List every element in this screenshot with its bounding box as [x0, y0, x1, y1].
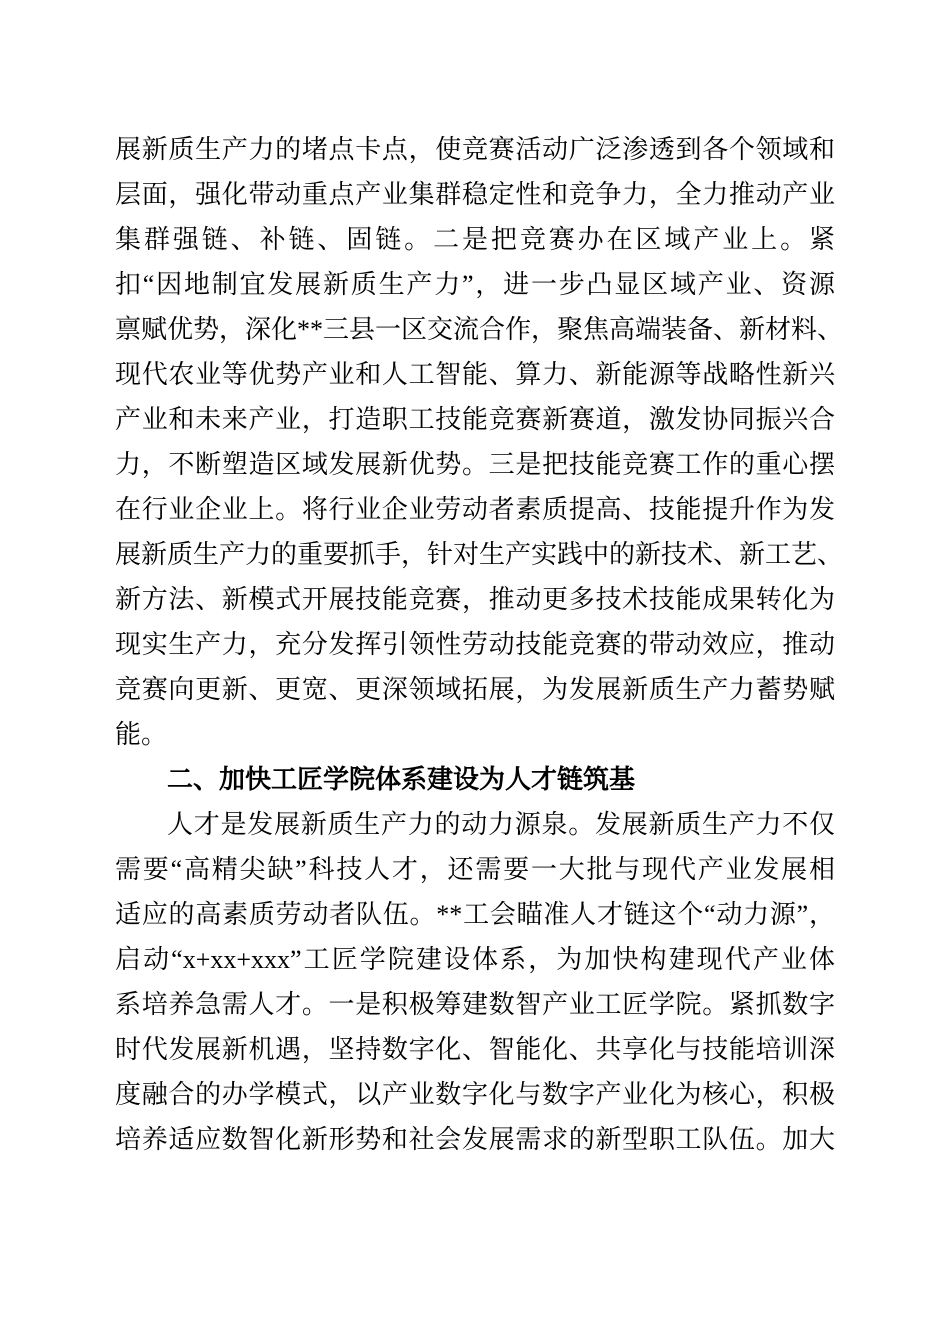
text-line: 竞赛向更新、更宽、更深领域拓展，为发展新质生产力蓄势赋	[115, 675, 835, 704]
text-line: 时代发展新机遇，坚持数字化、智能化、共享化与技能培训深	[115, 1035, 835, 1064]
text-line: 力，不断塑造区域发展新优势。三是把技能竞赛工作的重心摆	[115, 450, 835, 479]
text-line: 人才是发展新质生产力的动力源泉。发展新质生产力不仅	[167, 810, 835, 839]
text-line: 禀赋优势，深化**三县一区交流合作，聚焦高端装备、新材料、	[115, 315, 844, 344]
text-line: 展新质生产力的堵点卡点，使竞赛活动广泛渗透到各个领域和	[115, 135, 835, 164]
document-content	[115, 127, 844, 1162]
text-line: 系培养急需人才。一是积极筹建数智产业工匠学院。紧抓数字	[115, 990, 835, 1019]
paragraph-competition-continuation	[115, 127, 844, 757]
text-line: 适应的高素质劳动者队伍。**工会瞄准人才链这个“动力源”，	[115, 900, 835, 929]
text-line: 现实生产力，充分发挥引领性劳动技能竞赛的带动效应，推动	[115, 630, 835, 659]
text-line: 新方法、新模式开展技能竞赛，推动更多技术技能成果转化为	[115, 585, 835, 614]
text-line: 展新质生产力的重要抓手，针对生产实践中的新技术、新工艺、	[115, 540, 844, 569]
text-line: 能。	[115, 720, 168, 749]
text-line: 在行业企业上。将行业企业劳动者素质提高、技能提升作为发	[115, 495, 835, 524]
text-line: 培养适应数智化新形势和社会发展需求的新型职工队伍。加大	[115, 1125, 835, 1154]
text-line: 启动“x+xx+xxx”工匠学院建设体系，为加快构建现代产业体	[115, 945, 835, 974]
text-line: 度融合的办学模式，以产业数字化与数字产业化为核心，积极	[115, 1080, 835, 1109]
text-line: 集群强链、补链、固链。二是把竞赛办在区域产业上。紧	[115, 225, 835, 254]
text-line: 扣“因地制宜发展新质生产力”，进一步凸显区域产业、资源	[115, 270, 835, 299]
paragraph-talent-chain	[115, 802, 835, 1162]
section-heading-two: 二、加快工匠学院体系建设为人才链筑基	[167, 764, 636, 794]
text-line: 需要“高精尖缺”科技人才，还需要一大批与现代产业发展相	[115, 855, 835, 884]
text-line: 层面，强化带动重点产业集群稳定性和竞争力，全力推动产业	[115, 180, 835, 209]
text-line: 现代农业等优势产业和人工智能、算力、新能源等战略性新兴	[115, 360, 835, 389]
text-line: 产业和未来产业，打造职工技能竞赛新赛道，激发协同振兴合	[115, 405, 835, 434]
